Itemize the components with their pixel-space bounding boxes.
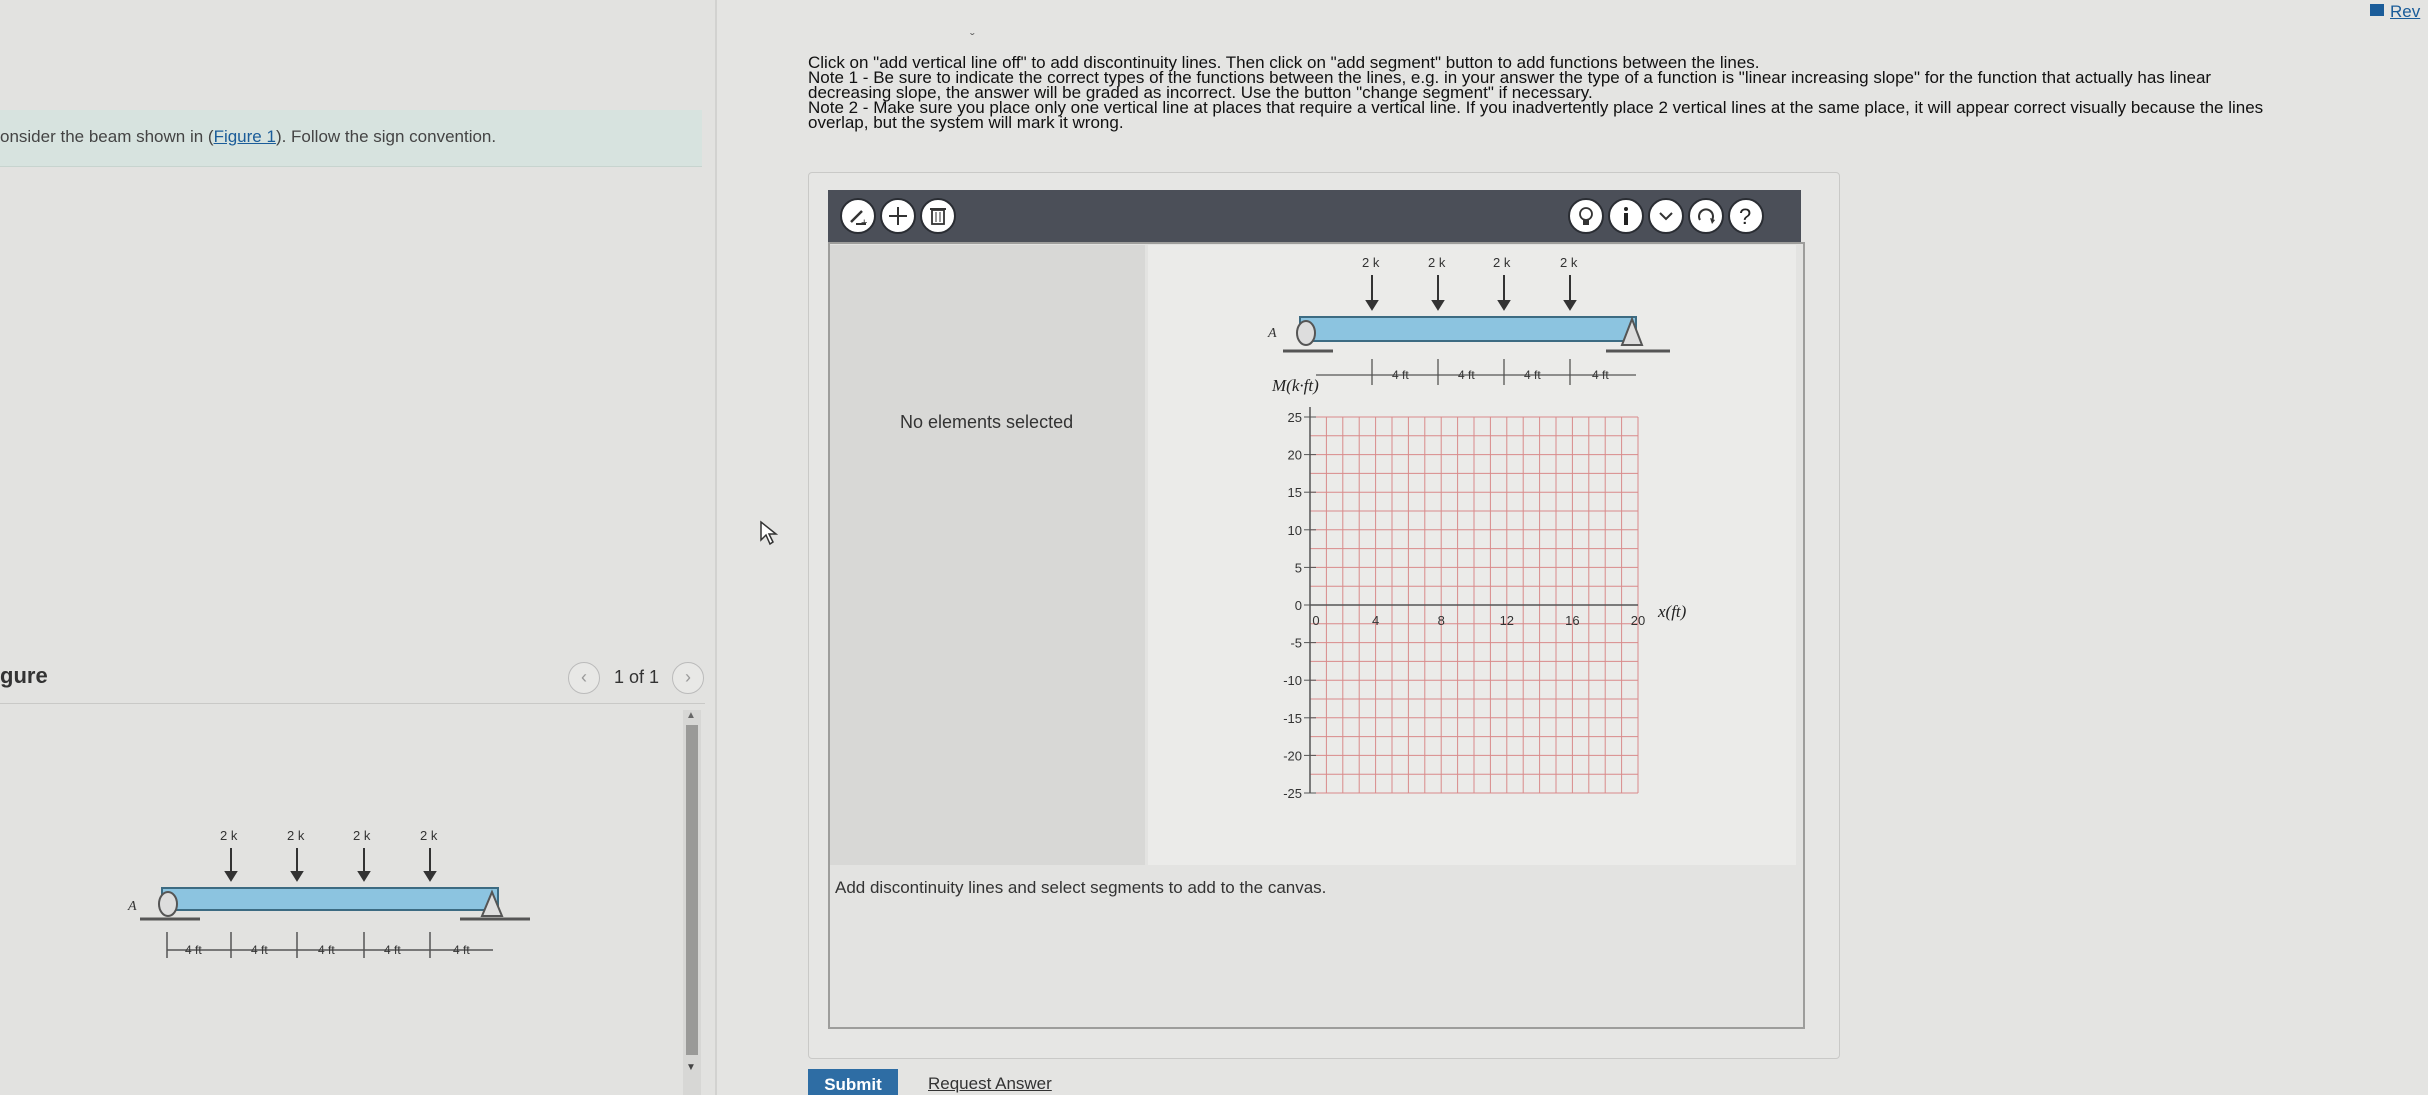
divider <box>0 703 705 704</box>
chevron-left-icon: ‹ <box>581 667 587 687</box>
y-tick-label: -20 <box>1283 748 1302 764</box>
svg-text:?: ? <box>1739 204 1752 229</box>
instruction-line: Click on "add vertical line off" to add discontinuity lines. Then click on "add segment" button to add functions between the lines. <box>808 53 1760 72</box>
figure-span-label: 4 ft <box>384 943 401 957</box>
x-tick-label: 0 <box>1312 613 1320 628</box>
hint-bulb-icon <box>1570 200 1602 232</box>
scroll-up-icon[interactable]: ▲ <box>686 710 696 721</box>
figure-load-label: 2 k <box>220 828 238 843</box>
reset-button[interactable] <box>1688 198 1724 234</box>
figure-pin-support <box>159 892 177 916</box>
y-tick-label: -25 <box>1283 786 1302 801</box>
chevron-right-icon: › <box>685 667 691 687</box>
figure-beam-diagram <box>120 820 540 970</box>
previous-figure-button[interactable] <box>568 662 600 694</box>
x-axis-label: x(ft) <box>1658 602 1687 621</box>
review-link[interactable]: Rev <box>2390 2 2421 21</box>
instruction-line: overlap, but the system will mark it wrong. <box>808 113 1124 132</box>
plot-span-label: 4 ft <box>1392 368 1409 382</box>
y-tick-label: 10 <box>1287 522 1302 538</box>
reset-icon <box>1690 200 1722 232</box>
y-tick-label: 20 <box>1287 447 1302 463</box>
figure-link[interactable]: Figure 1 <box>213 127 276 146</box>
plot-pin-support <box>1297 321 1315 345</box>
plot-span-label: 4 ft <box>1592 368 1609 382</box>
y-tick-label: -10 <box>1283 673 1302 689</box>
dropdown-chevron-icon <box>1650 200 1682 232</box>
prompt-text-before: onsider the beam shown in ( <box>0 127 214 146</box>
mouse-cursor-icon <box>758 520 780 546</box>
axes <box>1283 407 1645 801</box>
figure-beam <box>162 888 498 910</box>
figure-span-label: 4 ft <box>185 943 202 957</box>
inspector-panel <box>830 245 1145 865</box>
hint-button[interactable] <box>1568 198 1604 234</box>
figure-span-label: 4 ft <box>251 943 268 957</box>
collapse-caret-icon[interactable]: ˇ <box>970 30 975 46</box>
figure-span-label: 4 ft <box>318 943 335 957</box>
next-figure-button[interactable] <box>672 662 704 694</box>
add-vertical-line-icon <box>842 200 874 232</box>
instruction-line: Note 1 - Be sure to indicate the correct types of the functions between the lines, e.g. in your answer the type of a function is "linear increasing slope" for the function that actually has linear <box>808 68 2212 87</box>
delete-icon <box>922 200 954 232</box>
instruction-line: Note 2 - Make sure you place only one vertical line at places that require a vertical line. If you inadvertently place 2 vertical lines at the same place, it will appear correct visually because the lines <box>808 98 2264 117</box>
plot-beam <box>1300 317 1636 341</box>
plot-load-label: 2 k <box>1428 255 1446 270</box>
help-icon <box>1730 200 1762 232</box>
request-answer-link[interactable]: Request Answer <box>928 1074 1052 1093</box>
delete-button[interactable] <box>920 198 956 234</box>
figure-load-label: 2 k <box>420 828 438 843</box>
submit-button[interactable]: Submit <box>808 1069 898 1095</box>
plot-load-label: 2 k <box>1560 255 1578 270</box>
x-tick-label: 8 <box>1437 613 1445 628</box>
figure-loads <box>220 828 438 880</box>
y-tick-label: -15 <box>1283 710 1302 726</box>
y-tick-label: 0 <box>1294 598 1302 613</box>
y-axis-label: M(k·ft) <box>1272 376 1319 395</box>
x-tick-label: 12 <box>1499 613 1515 628</box>
y-tick-label: -5 <box>1290 635 1302 651</box>
add-vertical-line-button[interactable] <box>840 198 876 234</box>
plot-span-label: 4 ft <box>1524 368 1541 382</box>
x-tick-label: 20 <box>1630 613 1646 628</box>
canvas-message: Add discontinuity lines and select segments to add to the canvas. <box>835 878 1327 897</box>
add-segment-button[interactable] <box>880 198 916 234</box>
y-tick-label: 5 <box>1294 560 1302 576</box>
add-segment-icon <box>882 200 914 232</box>
graph-toolbar <box>828 190 1801 242</box>
prompt-text-after: ). Follow the sign convention. <box>275 127 497 146</box>
plot-load-label: 2 k <box>1362 255 1380 270</box>
prompt-text <box>0 127 496 147</box>
x-tick-label: 4 <box>1371 613 1380 628</box>
plot-point-label: A <box>1268 326 1277 341</box>
y-tick-label: 25 <box>1287 410 1302 425</box>
moment-diagram-canvas[interactable] <box>1148 245 1796 865</box>
info-button[interactable] <box>1608 198 1644 234</box>
instructions <box>808 55 2408 130</box>
instruction-line: decreasing slope, the answer will be graded as incorrect. Use the button "change segment" if necessary. <box>808 83 1593 102</box>
figure-point-label: A <box>128 899 137 914</box>
figure-load-label: 2 k <box>353 828 371 843</box>
y-tick-label: 15 <box>1287 485 1302 501</box>
page-indicator: 1 of 1 <box>614 667 660 687</box>
review-icon <box>2370 4 2384 16</box>
figure-span-label: 4 ft <box>453 943 470 957</box>
inspector-empty-text: No elements selected <box>900 412 1074 432</box>
x-tick-label: 16 <box>1565 613 1580 628</box>
figure-load-label: 2 k <box>287 828 305 843</box>
scroll-down-icon[interactable]: ▼ <box>686 1062 696 1073</box>
figure-scroll-thumb[interactable] <box>686 725 698 1055</box>
figure-heading: gure <box>0 663 48 688</box>
plot-load-label: 2 k <box>1493 255 1511 270</box>
panel-divider[interactable] <box>715 0 717 1095</box>
plot-span-label: 4 ft <box>1458 368 1475 382</box>
options-dropdown-button[interactable] <box>1648 198 1684 234</box>
svg-text:+: + <box>861 217 868 229</box>
help-button[interactable] <box>1728 198 1764 234</box>
info-icon <box>1610 200 1642 232</box>
